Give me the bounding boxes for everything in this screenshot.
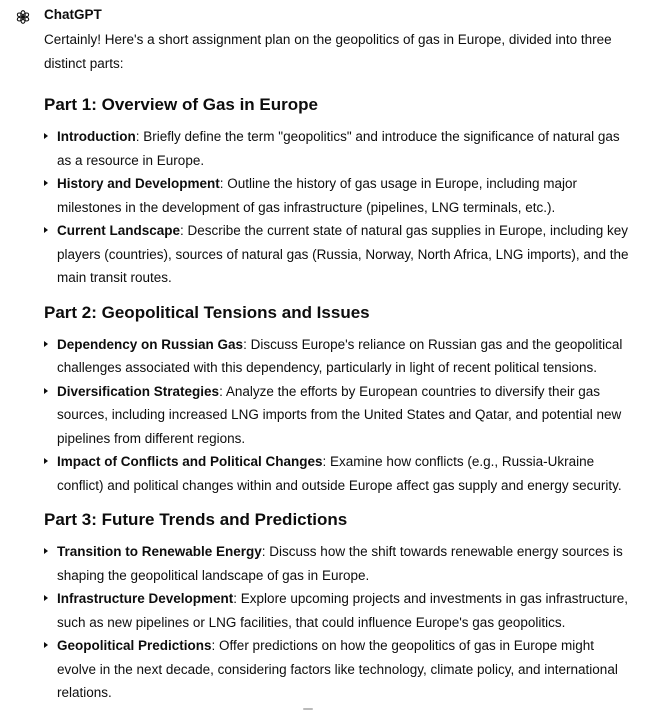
item-text: : Offer predictions on how the geopolitics of gas in Europe might evolve in the next decade, considering factors like technology, climate policy, and international relations. [57, 638, 618, 700]
section-title: Part 3: Future Trends and Predictions [44, 510, 348, 529]
section-part-2 [44, 302, 634, 498]
section-part-1 [44, 94, 634, 290]
list-item [44, 172, 634, 219]
list-item [44, 219, 634, 290]
list-item [44, 380, 634, 451]
item-text: : Discuss Europe's reliance on Russian gas and the geopolitical challenges associated with this dependency, particularly in light of recent political tensions. [57, 336, 623, 375]
item-text: : Analyze the efforts by European countries to diversify their gas sources, including increased LNG imports from the United States and Qatar, and potential new pipelines from different regions. [57, 383, 622, 446]
list-item [44, 587, 634, 634]
item-term: Transition to Renewable Energy [57, 544, 262, 559]
item-term: Current Landscape [57, 223, 181, 238]
bullet-icon [44, 180, 48, 186]
bullet-icon [44, 133, 48, 139]
section-part-3 [44, 509, 634, 705]
item-term: Diversification Strategies [57, 383, 220, 399]
item-text: : Examine how conflicts (e.g., Russia-Ukraine conflict) and political changes within and outside Europe affect gas supply and energy security. [57, 454, 622, 493]
bullet-list [44, 540, 634, 705]
message-author: ChatGPT [44, 7, 102, 22]
item-term: History and Development [57, 176, 220, 191]
section-title: Part 1: Overview of Gas in Europe [44, 95, 318, 114]
item-text: : Outline the history of gas usage in Europe, including major milestones in the development of gas infrastructure (pipelines, LNG terminals, etc.). [57, 176, 577, 215]
bullet-icon [44, 227, 48, 233]
section-title: Part 2: Geopolitical Tensions and Issues [44, 302, 370, 322]
item-text: : Describe the current state of natural gas supplies in Europe, including key players (countries), sources of natural gas (Russia, Norway, North Africa, LNG imports), and the main transit routes. [57, 223, 629, 285]
bullet-icon [44, 458, 48, 464]
list-item [44, 333, 634, 380]
bullet-list [44, 333, 634, 498]
item-term: Dependency on Russian Gas [57, 336, 244, 352]
bullet-list [44, 125, 634, 290]
item-term: Impact of Conflicts and Political Changes [57, 454, 323, 469]
openai-logo-icon [14, 8, 32, 26]
intro-paragraph: Certainly! Here's a short assignment plan on the geopolitics of gas in Europe, divided into three distinct parts: [44, 32, 612, 71]
item-text: : Discuss how the shift towards renewable energy sources is shaping the geopolitical landscape of gas in Europe. [57, 544, 623, 583]
list-item [44, 634, 634, 705]
bullet-icon [44, 548, 48, 554]
bullet-icon [44, 595, 48, 601]
list-item [44, 450, 634, 497]
scroll-indicator[interactable] [303, 708, 313, 710]
bullet-icon [44, 642, 48, 648]
list-item [44, 125, 634, 172]
bullet-icon [44, 388, 48, 394]
message-content [44, 28, 634, 705]
item-term: Introduction [57, 129, 136, 144]
item-term: Infrastructure Development [57, 591, 234, 606]
bullet-icon [44, 341, 48, 347]
item-text: : Briefly define the term "geopolitics" and introduce the significance of natural gas as a resource in Europe. [57, 129, 620, 168]
item-text: : Explore upcoming projects and investments in gas infrastructure, such as new pipelines or LNG facilities, that could influence Europe's gas geopolitics. [57, 591, 628, 630]
item-term: Geopolitical Predictions [57, 638, 212, 653]
list-item [44, 540, 634, 587]
